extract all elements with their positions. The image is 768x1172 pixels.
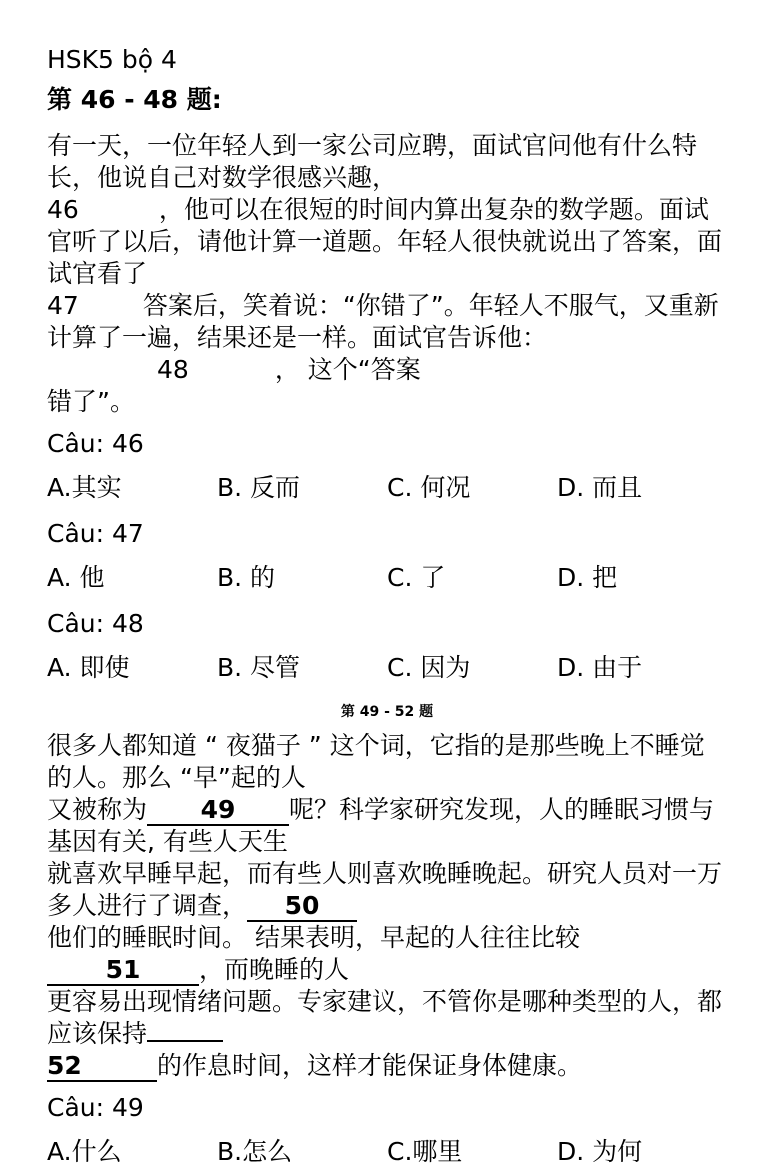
option-c[interactable]: C. 了 [387,563,446,592]
question-47-label: Câu: 47 [47,519,144,548]
blank-52: 52 [47,1052,157,1082]
blank-50: 50 [247,892,357,922]
passage-1-text: ，他可以在很短的时间内算出复杂的数学题。面试官听了以后，请他计算一道题。年轻人很快就说出了答案，面试官看了 [47,195,723,288]
blank-52-line [147,1040,223,1042]
passage-2-text: 更容易出现情绪问题。专家建议，不管你是哪种类型的人，都应该保持 [47,987,723,1048]
passage-2-text: 又被称为 [47,795,148,824]
option-c[interactable]: C. 何况 [387,473,471,502]
blank-48-number: 48 [157,355,189,384]
document-title: HSK5 bộ 4 [47,45,177,74]
option-d[interactable]: D. 而且 [557,473,643,502]
passage-2-text: 他们的睡眠时间。 结果表明，早起的人往往比较 [47,923,580,952]
passage-2-text: 的作息时间，这样才能保证身体健康。 [157,1051,583,1080]
section-heading-46-48: 第 46 - 48 题: [47,85,222,114]
option-c[interactable]: C. 因为 [387,653,471,682]
question-49-options [47,1132,727,1172]
blank-46-number: 46 [47,195,79,224]
question-48-options [47,648,727,688]
option-b[interactable]: B. 反而 [217,473,301,502]
option-a[interactable]: A. 他 [47,563,105,592]
section-heading-49-52: 第 49 - 52 题 [340,704,434,720]
passage-1-text: 错了”。 [47,387,135,416]
option-b[interactable]: B. 尽管 [217,653,301,682]
passage-2 [47,730,727,1082]
blank-47-number: 47 [47,291,79,320]
passage-1-text: 答案后，笑着说：“你错了”。年轻人不服气，又重新计算了一遍，结果还是一样。面试官告诉他： [47,291,719,352]
blank-51: 51 [47,956,199,986]
passage-2-text: 很多人都知道 “ 夜猫子 ” 这个词，它指的是那些晚上不睡觉的人。那么 “早”起的人 [47,731,705,792]
passage-2-text: 呢？科学家研究发现，人的睡眠习惯与基因有关, 有些人天生 [47,795,715,856]
passage-1-text: ， 这个“答案 [274,355,421,384]
option-c[interactable]: C.哪里 [387,1137,463,1166]
option-b[interactable]: B. 的 [217,563,276,592]
document-page [47,40,727,1172]
question-46-options [47,468,727,508]
question-47-options [47,558,727,598]
blank-49: 49 [147,796,289,826]
passage-2-text: ，而晚睡的人 [199,955,350,984]
passage-1 [47,130,727,418]
option-b[interactable]: B.怎么 [217,1137,293,1166]
option-a[interactable]: A.其实 [47,473,122,502]
passage-2-text: 就喜欢早睡早起，而有些人则喜欢晚睡晚起。研究人员对一万多人进行了调查， [47,859,723,920]
option-d[interactable]: D. 把 [557,563,618,592]
passage-1-text: 有一天，一位年轻人到一家公司应聘，面试官问他有什么特长，他说自己对数学很感兴趣， [47,131,698,192]
option-a[interactable]: A.什么 [47,1137,122,1166]
option-d[interactable]: D. 由于 [557,653,643,682]
question-48-label: Câu: 48 [47,609,144,638]
option-d[interactable]: D. 为何 [557,1137,643,1166]
question-49-label: Câu: 49 [47,1093,144,1122]
question-46-label: Câu: 46 [47,429,144,458]
option-a[interactable]: A. 即使 [47,653,130,682]
